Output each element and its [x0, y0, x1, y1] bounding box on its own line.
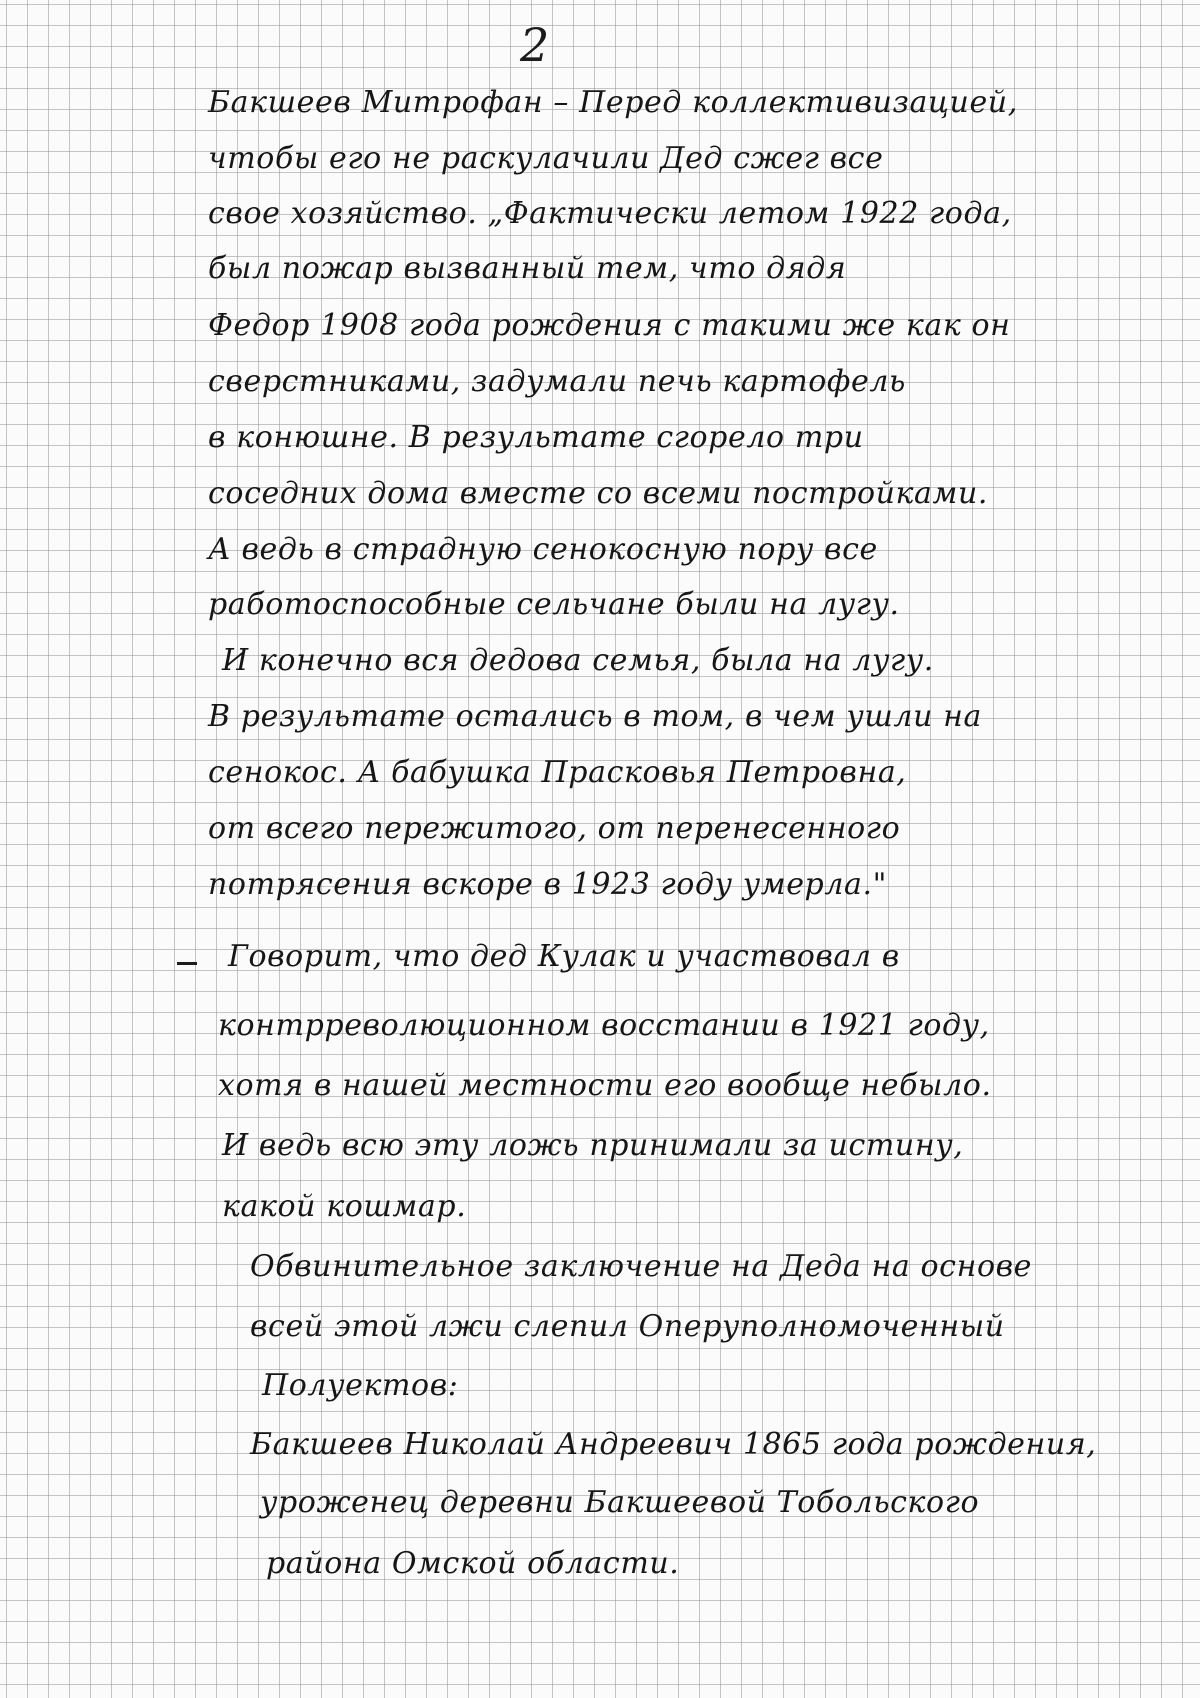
text-line: в конюшне. В результате сгорело три [208, 420, 864, 455]
text-line: А ведь в страдную сенокосную пору все [208, 532, 878, 567]
dash-mark [177, 962, 197, 965]
text-line: Обвинительное заключение на Деда на основе [250, 1249, 1033, 1284]
text-line: свое хозяйство. „Фактически летом 1922 года, [208, 196, 1012, 231]
text-line: чтобы его не раскулачили Дед сжег все [208, 141, 884, 176]
text-line: Бакшеев Николай Андреевич 1865 года рождения, [250, 1427, 1097, 1462]
text-line: от всего пережитого, от перенесенного [208, 811, 901, 846]
text-line: работоспособные сельчане были на лугу. [208, 587, 900, 622]
text-line: какой кошмар. [222, 1189, 467, 1224]
text-line: контрреволюционном восстании в 1921 году, [218, 1008, 990, 1043]
text-line: сверстниками, задумали печь картофель [208, 364, 906, 399]
text-line: Говорит, что дед Кулак и участвовал в [228, 939, 900, 974]
text-line: Федор 1908 года рождения с такими же как он [208, 308, 1011, 343]
text-line: Полуектов: [262, 1368, 459, 1403]
text-line: И конечно вся дедова семья, была на лугу. [222, 643, 934, 678]
text-line: всей этой лжи слепил Оперуполномоченный [250, 1309, 1005, 1344]
text-line: уроженец деревни Бакшеевой Тобольского [260, 1485, 980, 1520]
page-number: 2 [520, 18, 550, 72]
text-line: И ведь всю эту ложь принимали за истину, [222, 1128, 964, 1163]
text-line: сенокос. А бабушка Прасковья Петровна, [208, 755, 907, 790]
text-line: района Омской области. [266, 1546, 680, 1581]
text-line: хотя в нашей местности его вообще небыло. [218, 1068, 992, 1103]
text-line: Бакшеев Митрофан – Перед коллективизацией, [208, 85, 1018, 120]
text-line: потрясения вскоре в 1923 году умерла." [208, 867, 888, 902]
text-line: соседних дома вместе со всеми постройками. [208, 476, 989, 511]
text-line: был пожар вызванный тем, что дядя [208, 251, 847, 286]
text-line: В результате остались в том, в чем ушли на [208, 699, 982, 734]
